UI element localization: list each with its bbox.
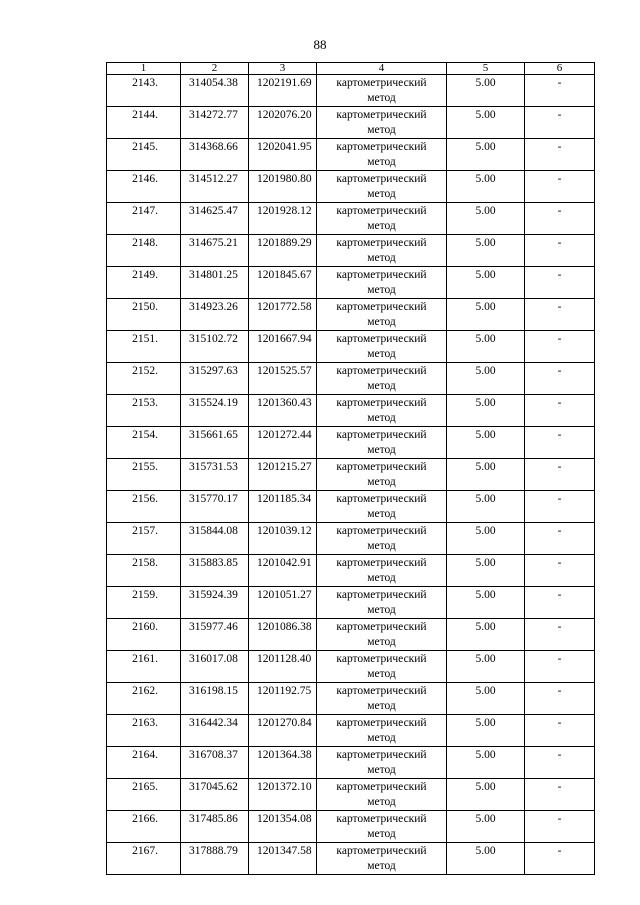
coordinate-y-cell: 1202076.20 bbox=[249, 107, 317, 139]
method-cell bbox=[317, 203, 447, 235]
table-row bbox=[107, 811, 595, 843]
method-text-line-2: метод bbox=[367, 444, 396, 456]
column-header-6: 6 bbox=[525, 63, 595, 75]
point-number-cell: 2157. bbox=[107, 523, 181, 555]
point-number-cell: 2160. bbox=[107, 619, 181, 651]
accuracy-cell: 5.00 bbox=[447, 587, 525, 619]
method-text-line-2: метод bbox=[367, 508, 396, 520]
point-number-cell: 2152. bbox=[107, 363, 181, 395]
point-number-cell: 2165. bbox=[107, 779, 181, 811]
method-text-line-2: метод bbox=[367, 476, 396, 488]
point-number-cell: 2147. bbox=[107, 203, 181, 235]
accuracy-cell: 5.00 bbox=[447, 747, 525, 779]
coordinate-y-cell: 1201364.38 bbox=[249, 747, 317, 779]
method-text-line-2: метод bbox=[367, 732, 396, 744]
note-cell: - bbox=[525, 331, 595, 363]
table-row bbox=[107, 747, 595, 779]
point-number-cell: 2162. bbox=[107, 683, 181, 715]
table-row bbox=[107, 267, 595, 299]
coordinate-y-cell: 1201372.10 bbox=[249, 779, 317, 811]
accuracy-cell: 5.00 bbox=[447, 107, 525, 139]
method-cell bbox=[317, 747, 447, 779]
method-text-line-1: картометрический bbox=[336, 525, 427, 537]
accuracy-cell: 5.00 bbox=[447, 651, 525, 683]
method-text-line-2: метод bbox=[367, 156, 396, 168]
method-text-line-1: картометрический bbox=[336, 397, 427, 409]
note-cell: - bbox=[525, 395, 595, 427]
method-text-line-2: метод bbox=[367, 220, 396, 232]
accuracy-cell: 5.00 bbox=[447, 459, 525, 491]
method-text-line-2: метод bbox=[367, 348, 396, 360]
table-row bbox=[107, 683, 595, 715]
point-number-cell: 2154. bbox=[107, 427, 181, 459]
coordinate-y-cell: 1202041.95 bbox=[249, 139, 317, 171]
accuracy-cell: 5.00 bbox=[447, 171, 525, 203]
coordinate-x-cell: 316198.15 bbox=[181, 683, 249, 715]
method-text-line-1: картометрический bbox=[336, 781, 427, 793]
method-text-line-1: картометрический bbox=[336, 205, 427, 217]
coordinate-x-cell: 315661.65 bbox=[181, 427, 249, 459]
table-row bbox=[107, 651, 595, 683]
column-header-4: 4 bbox=[317, 63, 447, 75]
point-number-cell: 2143. bbox=[107, 75, 181, 107]
coordinate-x-cell: 315844.08 bbox=[181, 523, 249, 555]
point-number-cell: 2144. bbox=[107, 107, 181, 139]
coordinate-x-cell: 314368.66 bbox=[181, 139, 249, 171]
method-text-line-1: картометрический bbox=[336, 141, 427, 153]
accuracy-cell: 5.00 bbox=[447, 523, 525, 555]
coordinate-y-cell: 1201086.38 bbox=[249, 619, 317, 651]
coordinate-y-cell: 1201360.43 bbox=[249, 395, 317, 427]
coordinate-y-cell: 1201980.80 bbox=[249, 171, 317, 203]
method-text-line-2: метод bbox=[367, 412, 396, 424]
coordinate-x-cell: 315524.19 bbox=[181, 395, 249, 427]
coordinate-x-cell: 314625.47 bbox=[181, 203, 249, 235]
point-number-cell: 2158. bbox=[107, 555, 181, 587]
note-cell: - bbox=[525, 299, 595, 331]
method-text-line-2: метод bbox=[367, 700, 396, 712]
method-cell bbox=[317, 427, 447, 459]
point-number-cell: 2166. bbox=[107, 811, 181, 843]
table-row bbox=[107, 107, 595, 139]
coordinate-x-cell: 315770.17 bbox=[181, 491, 249, 523]
note-cell: - bbox=[525, 619, 595, 651]
coordinate-y-cell: 1201354.08 bbox=[249, 811, 317, 843]
coordinate-y-cell: 1201845.67 bbox=[249, 267, 317, 299]
note-cell: - bbox=[525, 139, 595, 171]
note-cell: - bbox=[525, 491, 595, 523]
point-number-cell: 2148. bbox=[107, 235, 181, 267]
accuracy-cell: 5.00 bbox=[447, 235, 525, 267]
note-cell: - bbox=[525, 523, 595, 555]
method-text-line-1: картометрический bbox=[336, 77, 427, 89]
coordinate-y-cell: 1201667.94 bbox=[249, 331, 317, 363]
point-number-cell: 2163. bbox=[107, 715, 181, 747]
coordinate-y-cell: 1201928.12 bbox=[249, 203, 317, 235]
method-text-line-1: картометрический bbox=[336, 109, 427, 121]
point-number-cell: 2149. bbox=[107, 267, 181, 299]
table-row bbox=[107, 395, 595, 427]
method-cell bbox=[317, 395, 447, 427]
accuracy-cell: 5.00 bbox=[447, 811, 525, 843]
note-cell: - bbox=[525, 779, 595, 811]
method-text-line-2: метод bbox=[367, 604, 396, 616]
coordinate-y-cell: 1201039.12 bbox=[249, 523, 317, 555]
accuracy-cell: 5.00 bbox=[447, 267, 525, 299]
point-number-cell: 2167. bbox=[107, 843, 181, 875]
method-cell bbox=[317, 683, 447, 715]
table-row bbox=[107, 171, 595, 203]
coordinate-y-cell: 1201185.34 bbox=[249, 491, 317, 523]
coordinate-x-cell: 314512.27 bbox=[181, 171, 249, 203]
accuracy-cell: 5.00 bbox=[447, 363, 525, 395]
column-header-3: 3 bbox=[249, 63, 317, 75]
coordinate-y-cell: 1201128.40 bbox=[249, 651, 317, 683]
method-cell bbox=[317, 139, 447, 171]
coordinate-y-cell: 1201215.27 bbox=[249, 459, 317, 491]
method-cell bbox=[317, 811, 447, 843]
method-text-line-2: метод bbox=[367, 380, 396, 392]
coordinate-y-cell: 1201525.57 bbox=[249, 363, 317, 395]
note-cell: - bbox=[525, 555, 595, 587]
table-row bbox=[107, 139, 595, 171]
method-text-line-1: картометрический bbox=[336, 365, 427, 377]
point-number-cell: 2159. bbox=[107, 587, 181, 619]
table-row bbox=[107, 459, 595, 491]
point-number-cell: 2145. bbox=[107, 139, 181, 171]
method-cell bbox=[317, 363, 447, 395]
note-cell: - bbox=[525, 587, 595, 619]
method-text-line-2: метод bbox=[367, 316, 396, 328]
coordinate-x-cell: 314272.77 bbox=[181, 107, 249, 139]
method-text-line-2: метод bbox=[367, 668, 396, 680]
coordinate-y-cell: 1201272.44 bbox=[249, 427, 317, 459]
method-text-line-1: картометрический bbox=[336, 173, 427, 185]
coordinate-x-cell: 316708.37 bbox=[181, 747, 249, 779]
coordinate-x-cell: 314801.25 bbox=[181, 267, 249, 299]
method-text-line-2: метод bbox=[367, 284, 396, 296]
point-number-cell: 2150. bbox=[107, 299, 181, 331]
method-text-line-2: метод bbox=[367, 124, 396, 136]
coordinate-y-cell: 1201270.84 bbox=[249, 715, 317, 747]
coordinate-x-cell: 315977.46 bbox=[181, 619, 249, 651]
coordinate-x-cell: 315297.63 bbox=[181, 363, 249, 395]
method-cell bbox=[317, 587, 447, 619]
coordinate-x-cell: 316442.34 bbox=[181, 715, 249, 747]
method-text-line-1: картометрический bbox=[336, 653, 427, 665]
method-cell bbox=[317, 843, 447, 875]
point-number-cell: 2153. bbox=[107, 395, 181, 427]
note-cell: - bbox=[525, 459, 595, 491]
method-cell bbox=[317, 523, 447, 555]
table-row bbox=[107, 299, 595, 331]
note-cell: - bbox=[525, 171, 595, 203]
accuracy-cell: 5.00 bbox=[447, 331, 525, 363]
note-cell: - bbox=[525, 203, 595, 235]
table-row bbox=[107, 715, 595, 747]
coordinate-x-cell: 315731.53 bbox=[181, 459, 249, 491]
method-text-line-1: картометрический bbox=[336, 301, 427, 313]
method-text-line-2: метод bbox=[367, 572, 396, 584]
method-cell bbox=[317, 107, 447, 139]
method-text-line-1: картометрический bbox=[336, 749, 427, 761]
table-row bbox=[107, 363, 595, 395]
method-text-line-2: метод bbox=[367, 764, 396, 776]
method-text-line-1: картометрический bbox=[336, 429, 427, 441]
note-cell: - bbox=[525, 683, 595, 715]
point-number-cell: 2161. bbox=[107, 651, 181, 683]
coordinates-table bbox=[106, 62, 595, 875]
column-header-1: 1 bbox=[107, 63, 181, 75]
method-cell bbox=[317, 459, 447, 491]
method-text-line-2: метод bbox=[367, 540, 396, 552]
table-row bbox=[107, 843, 595, 875]
table-row bbox=[107, 491, 595, 523]
method-text-line-2: метод bbox=[367, 828, 396, 840]
accuracy-cell: 5.00 bbox=[447, 427, 525, 459]
method-cell bbox=[317, 235, 447, 267]
coordinate-y-cell: 1201192.75 bbox=[249, 683, 317, 715]
coordinate-x-cell: 317045.62 bbox=[181, 779, 249, 811]
coordinate-y-cell: 1201347.58 bbox=[249, 843, 317, 875]
method-cell bbox=[317, 491, 447, 523]
note-cell: - bbox=[525, 811, 595, 843]
coordinate-x-cell: 315102.72 bbox=[181, 331, 249, 363]
method-text-line-1: картометрический bbox=[336, 269, 427, 281]
table-row bbox=[107, 331, 595, 363]
table-row bbox=[107, 587, 595, 619]
method-text-line-2: метод bbox=[367, 796, 396, 808]
table-row bbox=[107, 619, 595, 651]
note-cell: - bbox=[525, 363, 595, 395]
method-text-line-1: картометрический bbox=[336, 685, 427, 697]
method-text-line-1: картометрический bbox=[336, 621, 427, 633]
accuracy-cell: 5.00 bbox=[447, 299, 525, 331]
coordinate-y-cell: 1202191.69 bbox=[249, 75, 317, 107]
method-cell bbox=[317, 331, 447, 363]
coordinate-x-cell: 317888.79 bbox=[181, 843, 249, 875]
table-row bbox=[107, 235, 595, 267]
method-cell bbox=[317, 779, 447, 811]
method-text-line-2: метод bbox=[367, 92, 396, 104]
point-number-cell: 2164. bbox=[107, 747, 181, 779]
method-text-line-1: картометрический bbox=[336, 845, 427, 857]
column-header-2: 2 bbox=[181, 63, 249, 75]
coordinate-x-cell: 315883.85 bbox=[181, 555, 249, 587]
method-cell bbox=[317, 555, 447, 587]
coordinate-y-cell: 1201042.91 bbox=[249, 555, 317, 587]
note-cell: - bbox=[525, 235, 595, 267]
table-row bbox=[107, 203, 595, 235]
accuracy-cell: 5.00 bbox=[447, 395, 525, 427]
accuracy-cell: 5.00 bbox=[447, 491, 525, 523]
note-cell: - bbox=[525, 75, 595, 107]
method-cell bbox=[317, 651, 447, 683]
method-cell bbox=[317, 171, 447, 203]
coordinate-x-cell: 316017.08 bbox=[181, 651, 249, 683]
coordinate-y-cell: 1201889.29 bbox=[249, 235, 317, 267]
note-cell: - bbox=[525, 747, 595, 779]
header-row bbox=[107, 63, 595, 75]
table-row bbox=[107, 427, 595, 459]
accuracy-cell: 5.00 bbox=[447, 715, 525, 747]
accuracy-cell: 5.00 bbox=[447, 619, 525, 651]
method-cell bbox=[317, 619, 447, 651]
method-text-line-2: метод bbox=[367, 636, 396, 648]
accuracy-cell: 5.00 bbox=[447, 75, 525, 107]
coordinate-y-cell: 1201051.27 bbox=[249, 587, 317, 619]
accuracy-cell: 5.00 bbox=[447, 203, 525, 235]
method-text-line-1: картометрический bbox=[336, 333, 427, 345]
table-row bbox=[107, 523, 595, 555]
accuracy-cell: 5.00 bbox=[447, 779, 525, 811]
point-number-cell: 2146. bbox=[107, 171, 181, 203]
method-text-line-1: картометрический bbox=[336, 717, 427, 729]
method-text-line-1: картометрический bbox=[336, 237, 427, 249]
note-cell: - bbox=[525, 427, 595, 459]
note-cell: - bbox=[525, 107, 595, 139]
accuracy-cell: 5.00 bbox=[447, 843, 525, 875]
accuracy-cell: 5.00 bbox=[447, 139, 525, 171]
coordinate-y-cell: 1201772.58 bbox=[249, 299, 317, 331]
note-cell: - bbox=[525, 715, 595, 747]
method-text-line-2: метод bbox=[367, 188, 396, 200]
table-row bbox=[107, 779, 595, 811]
method-cell bbox=[317, 267, 447, 299]
coordinate-x-cell: 314054.38 bbox=[181, 75, 249, 107]
point-number-cell: 2156. bbox=[107, 491, 181, 523]
accuracy-cell: 5.00 bbox=[447, 683, 525, 715]
coordinate-x-cell: 315924.39 bbox=[181, 587, 249, 619]
coordinate-x-cell: 317485.86 bbox=[181, 811, 249, 843]
page-number: 88 bbox=[313, 37, 327, 52]
method-cell bbox=[317, 715, 447, 747]
note-cell: - bbox=[525, 651, 595, 683]
method-text-line-2: метод bbox=[367, 252, 396, 264]
method-text-line-1: картометрический bbox=[336, 557, 427, 569]
method-text-line-2: метод bbox=[367, 860, 396, 872]
method-text-line-1: картометрический bbox=[336, 493, 427, 505]
coordinate-x-cell: 314923.26 bbox=[181, 299, 249, 331]
note-cell: - bbox=[525, 267, 595, 299]
note-cell: - bbox=[525, 843, 595, 875]
accuracy-cell: 5.00 bbox=[447, 555, 525, 587]
method-cell bbox=[317, 75, 447, 107]
table-row bbox=[107, 555, 595, 587]
column-header-5: 5 bbox=[447, 63, 525, 75]
table-body bbox=[107, 75, 595, 875]
table-header bbox=[107, 63, 595, 75]
table-row bbox=[107, 75, 595, 107]
point-number-cell: 2151. bbox=[107, 331, 181, 363]
method-cell bbox=[317, 299, 447, 331]
method-text-line-1: картометрический bbox=[336, 589, 427, 601]
method-text-line-1: картометрический bbox=[336, 813, 427, 825]
coordinate-x-cell: 314675.21 bbox=[181, 235, 249, 267]
method-text-line-1: картометрический bbox=[336, 461, 427, 473]
point-number-cell: 2155. bbox=[107, 459, 181, 491]
